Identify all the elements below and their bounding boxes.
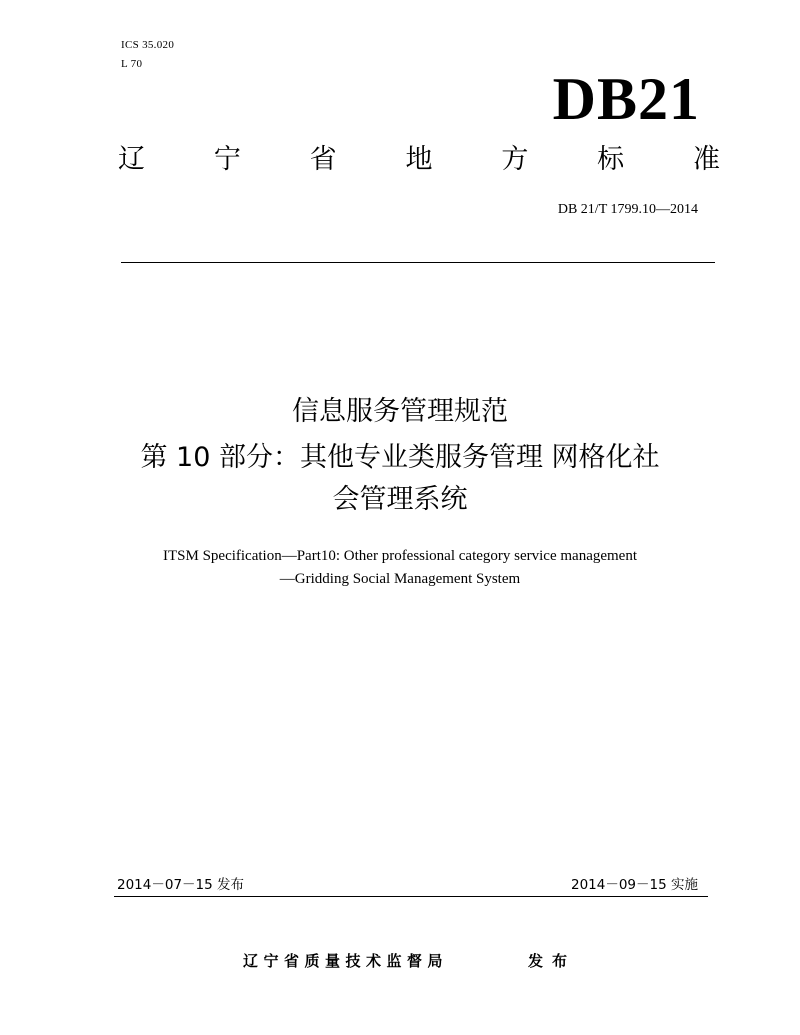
standard-type-char: 宁	[213, 144, 241, 175]
standard-type-heading	[118, 140, 720, 180]
standard-number: DB 21/T 1799.10—2014	[557, 202, 698, 217]
header-divider	[121, 262, 715, 263]
issue-date: 2014－07－15 发布	[117, 877, 245, 893]
title-line-1: 信息服务管理规范	[292, 396, 508, 427]
classification-code: L 70	[121, 58, 143, 70]
publish-label: 发布	[528, 952, 577, 970]
standard-type-char: 省	[309, 144, 337, 175]
standard-type-char: 辽	[118, 144, 145, 175]
standard-type-char: 准	[692, 144, 720, 175]
title-line-3: 会管理系统	[332, 484, 468, 515]
title-line-2: 第 10 部分：其他专业类服务管理 网格化社	[140, 442, 660, 473]
standard-type-char: 方	[501, 144, 529, 175]
implementation-date: 2014－09－15 实施	[570, 877, 698, 893]
publisher-name: 辽宁省质量技术监督局	[243, 952, 449, 970]
footer-divider	[114, 896, 708, 897]
db-code-logo: DB21	[552, 66, 700, 132]
ics-code: ICS 35.020	[121, 39, 175, 51]
english-title-line-2: —Gridding Social Management System	[279, 571, 521, 587]
english-title-line-1: ITSM Specification—Part10: Other professional category service management	[162, 548, 638, 564]
standard-type-char: 标	[597, 144, 625, 175]
standard-type-char: 地	[405, 144, 433, 175]
